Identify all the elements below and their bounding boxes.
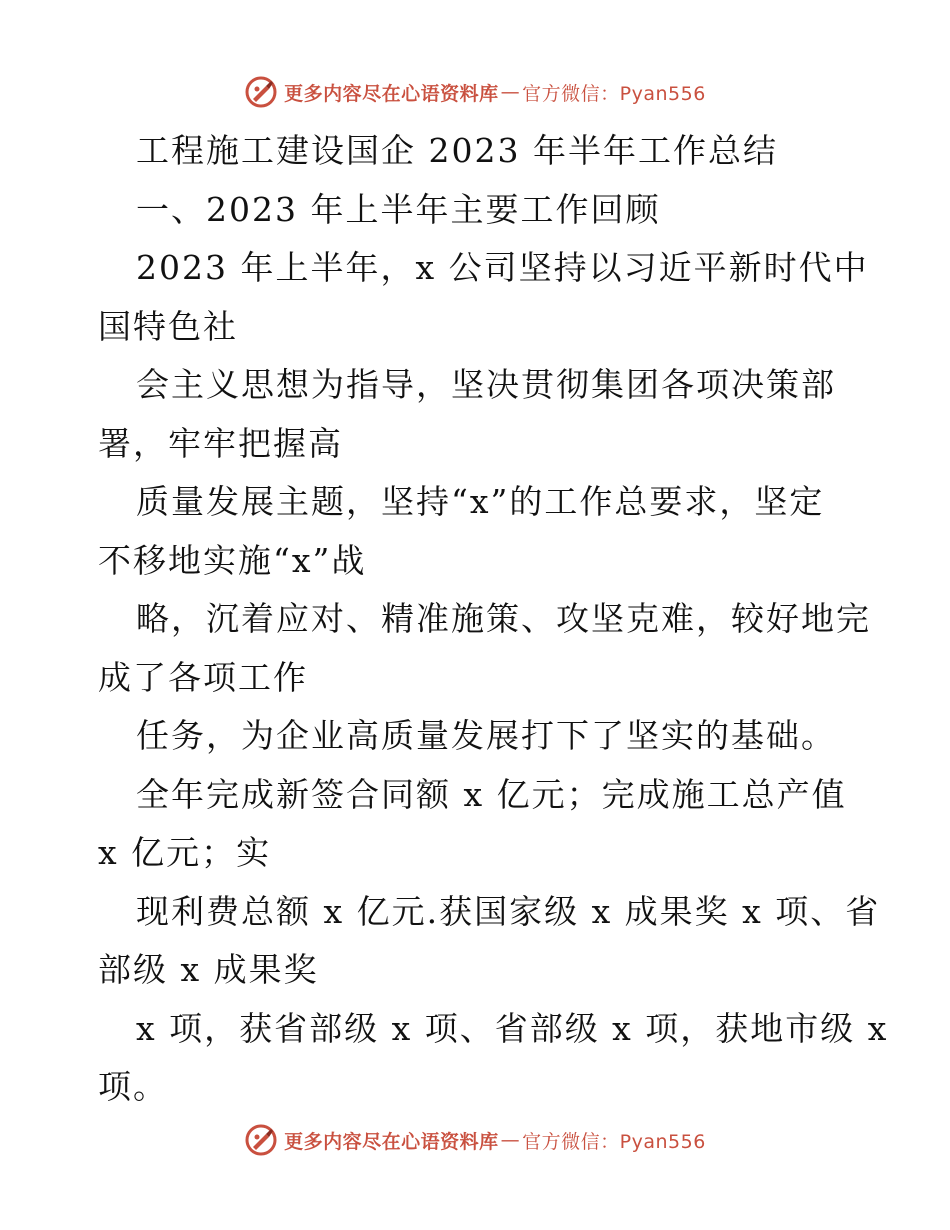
paragraph-line: 质量发展主题，坚持“x”的工作总要求，坚定	[136, 482, 825, 521]
banner-contact: 官方微信：Pyan556	[522, 1130, 706, 1153]
paragraph-line: 署，牢牢把握高	[98, 423, 343, 463]
brand-logo-icon	[244, 75, 278, 109]
section-heading: 一、2023 年上半年主要工作回顾	[136, 189, 661, 229]
paragraph-line: 任务，为企业高质量发展打下了坚实的基础。	[136, 716, 836, 755]
banner-text: 更多内容尽在心语资料库	[284, 1130, 499, 1153]
banner-text: 更多内容尽在心语资料库	[284, 82, 499, 105]
paragraph-line: 2023 年上半年，x 公司坚持以习近平新时代中	[136, 248, 869, 287]
paragraph-line: 国特色社	[98, 306, 238, 346]
footer-banner	[0, 1120, 950, 1160]
paragraph-line: 会主义思想为指导，坚决贯彻集团各项决策部	[136, 365, 836, 404]
paragraph-line: 成了各项工作	[98, 657, 308, 697]
paragraph-line: x 项，获省部级 x 项、省部级 x 项，获地市级 x	[136, 1008, 889, 1048]
paragraph-line: 不移地实施“x”战	[98, 540, 367, 580]
paragraph-line: 现利费总额 x 亿元.获国家级 x 成果奖 x 项、省	[136, 891, 881, 931]
paragraph-line: x 亿元；实	[98, 833, 272, 872]
paragraph-line: 部级 x 成果奖	[98, 950, 319, 989]
document-body	[98, 122, 889, 1117]
paragraph-line: 略，沉着应对、精准施策、攻坚克难，较好地完	[136, 599, 871, 638]
brand-logo-icon	[244, 1123, 278, 1157]
header-banner	[0, 72, 950, 112]
banner-contact: 官方微信：Pyan556	[522, 82, 706, 105]
banner-separator: —	[500, 81, 521, 103]
paragraph-line: 项。	[98, 1067, 168, 1106]
paragraph-line: 全年完成新签合同额 x 亿元；完成施工总产值	[136, 774, 847, 814]
banner-separator: —	[500, 1129, 521, 1151]
document-title: 工程施工建设国企 2023 年半年工作总结	[136, 131, 778, 170]
